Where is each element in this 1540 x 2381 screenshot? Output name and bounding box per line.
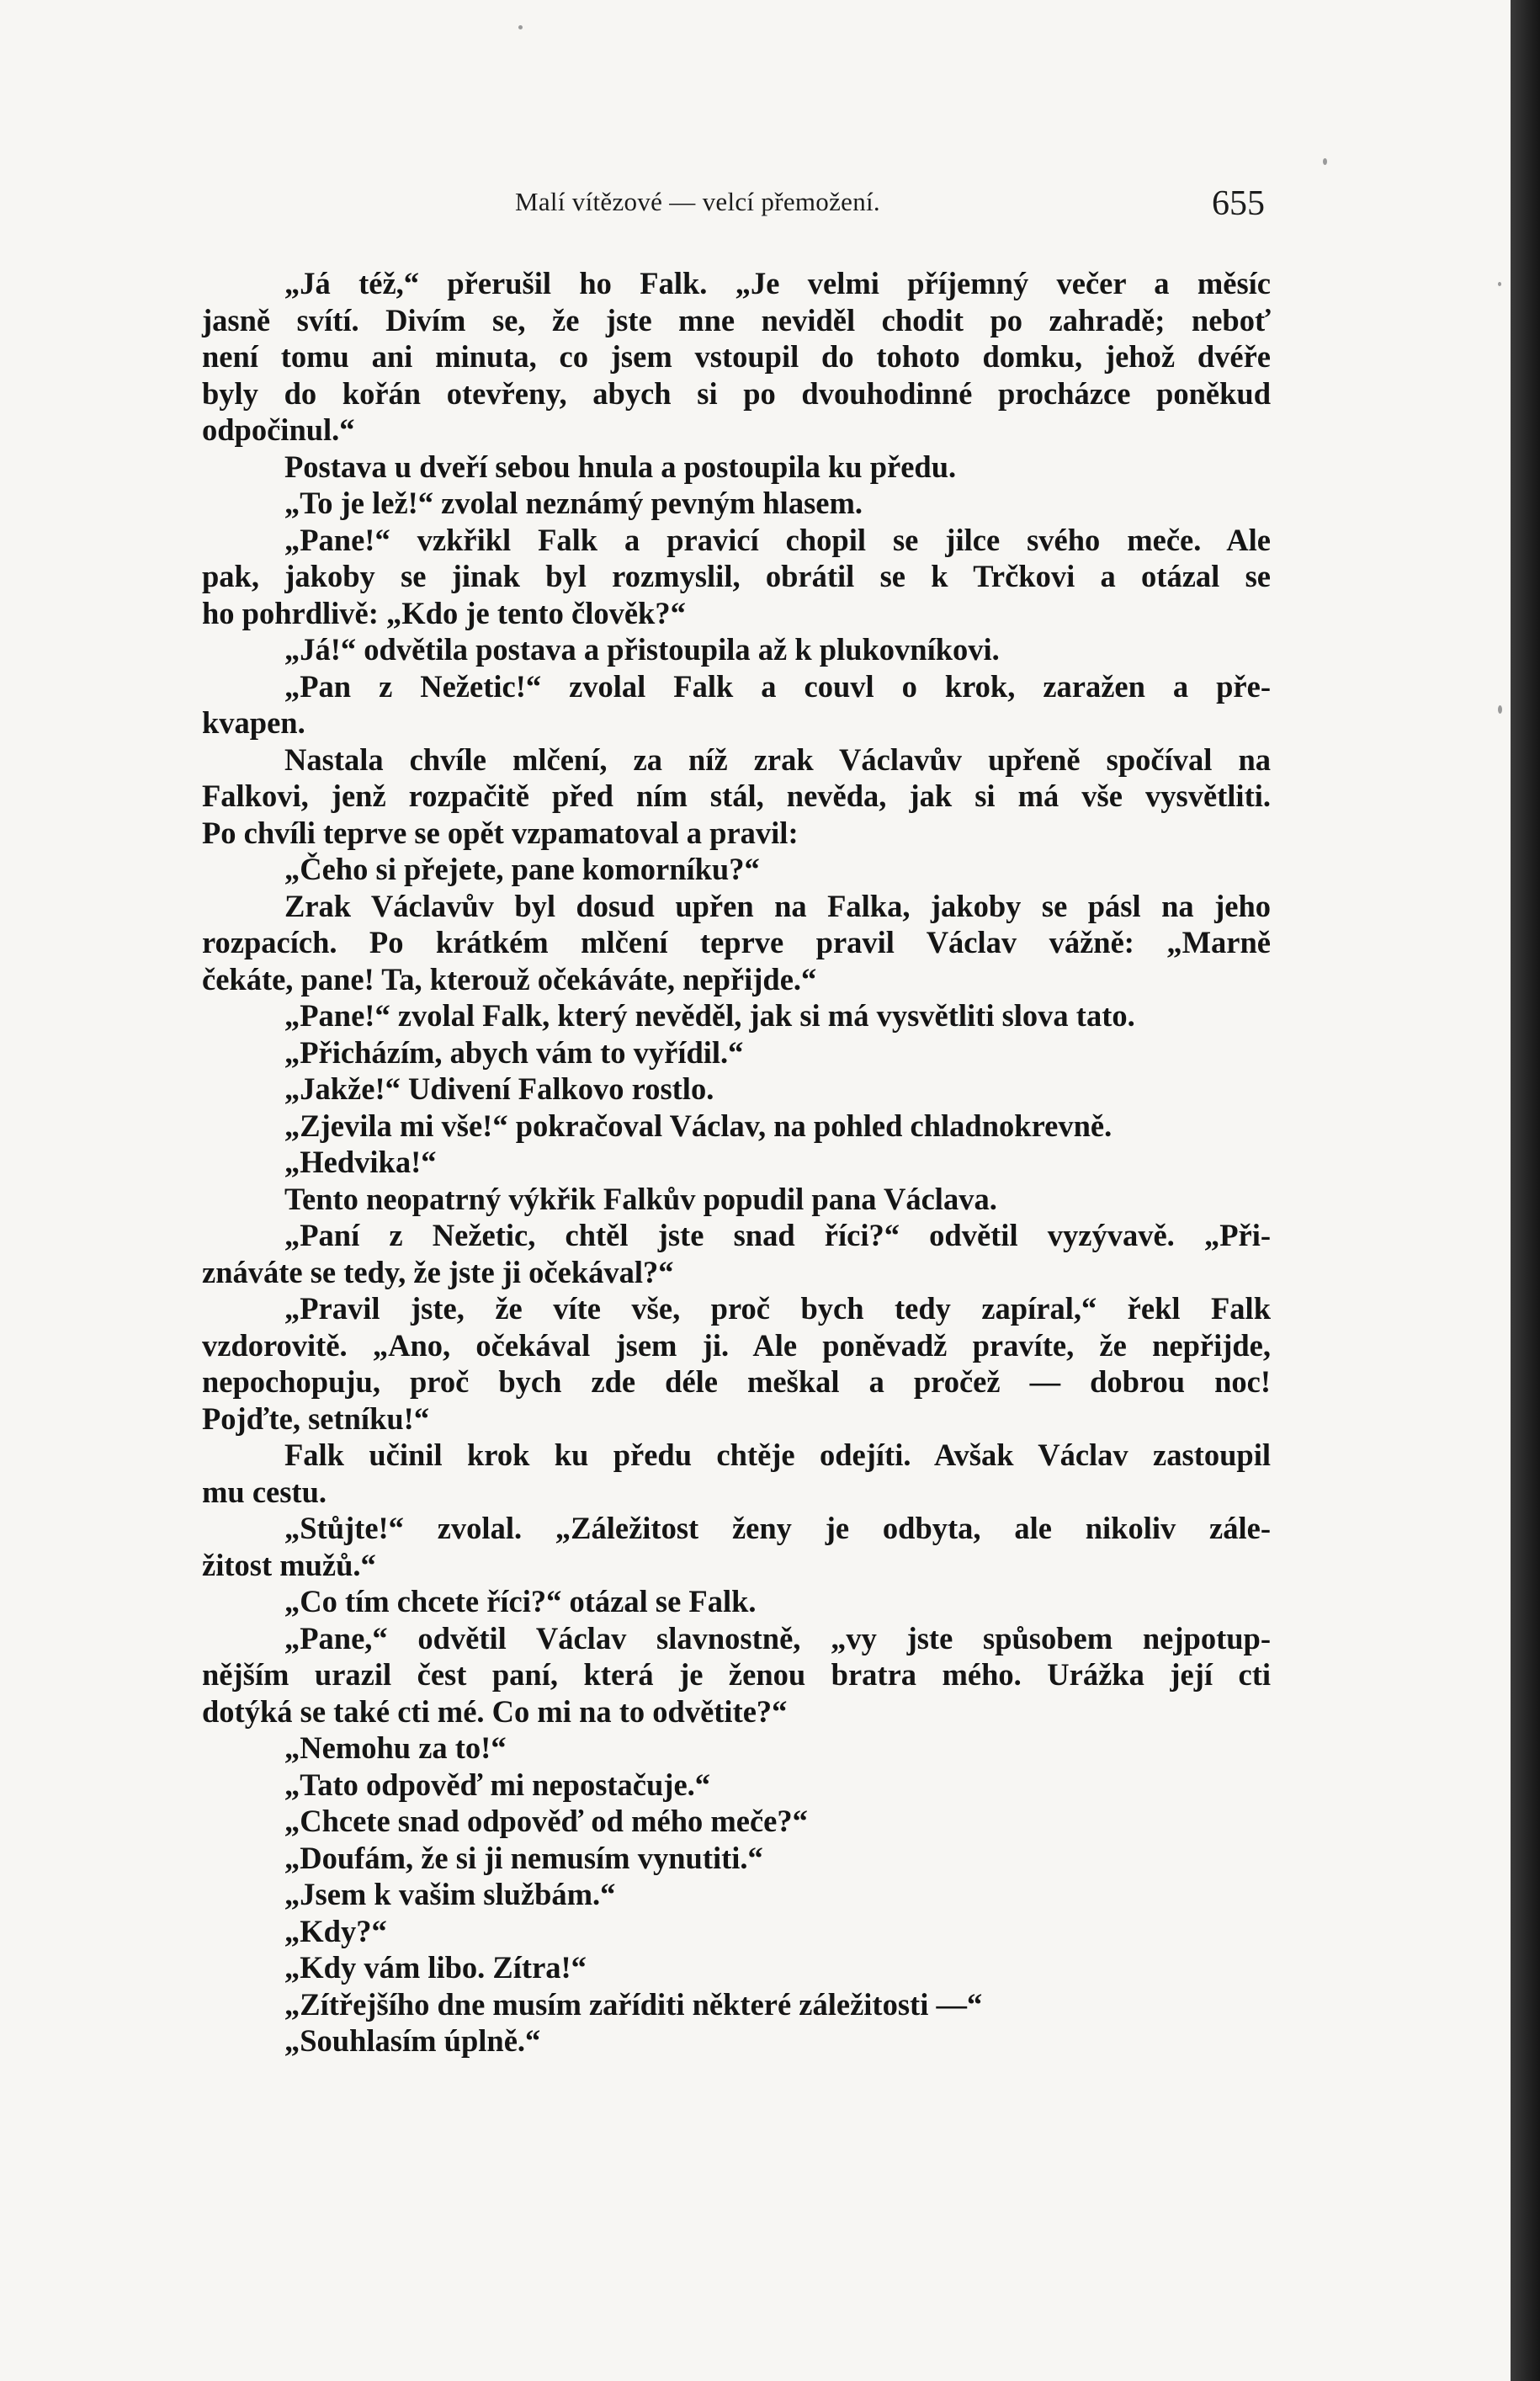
- text-line: ho pohrdlivě: „Kdo je tento člověk?“: [202, 595, 686, 630]
- text-line: „To je lež!“ zvolal neznámý pevným hlasem.: [284, 486, 863, 520]
- text-line: „Hedvika!“: [284, 1145, 437, 1179]
- text-line: „Co tím chcete říci?“ otázal se Falk.: [284, 1584, 757, 1618]
- text-line: „Chcete snad odpověď od mého meče?“: [284, 1804, 808, 1838]
- text-line: Falk učinil krok ku předu chtěje odejíti. Avšak Václav zastoupil: [284, 1438, 1271, 1472]
- text-line: vzdorovitě. „Ano, očekával jsem ji. Ale poněvadž pravíte, že nepřijde,: [202, 1327, 1271, 1363]
- running-title: Malí vítězové — velcí přemožení.: [515, 187, 880, 216]
- text-line: „Tato odpověď mi nepostačuje.“: [284, 1767, 711, 1802]
- text-line: dotýká se také cti mé. Co mi na to odvětite?“: [202, 1693, 788, 1729]
- paper-speck: [518, 25, 523, 29]
- text-line: „Kdy?“: [284, 1913, 387, 1948]
- text-line: „Pan z Nežetic!“ zvolal Falk a couvl o krok, zaražen a pře-: [284, 668, 1271, 704]
- text-line: „Jakže!“ Udivení Falkovo rostlo.: [284, 1071, 714, 1106]
- text-line: Tento neopatrný výkřik Falkův popudil pana Václava.: [284, 1181, 997, 1216]
- text-line: „Nemohu za to!“: [284, 1730, 507, 1765]
- text-line: „Paní z Nežetic, chtěl jste snad říci?“ odvětil vyzývavě. „Při-: [284, 1218, 1271, 1252]
- text-line: kvapen.: [202, 705, 305, 740]
- body-text: [202, 265, 1271, 2059]
- paper-speck: [1323, 158, 1327, 165]
- text-line: „Pane,“ odvětil Václav slavnostně, „vy jste spůsobem nejpotup-: [284, 1620, 1271, 1656]
- text-line: „Kdy vám libo. Zítra!“: [284, 1950, 587, 1985]
- text-line: „Pravil jste, že víte vše, proč bych tedy zapíral,“ řekl Falk: [284, 1291, 1271, 1326]
- text-line: „Já!“ odvětila postava a přistoupila až k plukovníkovi.: [284, 632, 1000, 667]
- text-line: mu cestu.: [202, 1474, 327, 1509]
- text-line: Postava u dveří sebou hnula a postoupila ku předu.: [284, 449, 957, 484]
- text-line: není tomu ani minuta, co jsem vstoupil do tohoto domku, jehož dvéře: [202, 339, 1271, 374]
- paper-speck: [1498, 705, 1502, 714]
- text-line: „Stůjte!“ zvolal. „Záležitost ženy je odbyta, ale nikoliv zále-: [284, 1511, 1271, 1545]
- text-line: „Pane!“ zvolal Falk, který nevěděl, jak si má vysvětliti slova tato.: [284, 998, 1135, 1033]
- text-line: rozpacích. Po krátkém mlčení teprve pravil Václav vážně: „Marně: [202, 925, 1271, 959]
- text-line: Nastala chvíle mlčení, za níž zrak Václavův upřeně spočíval na: [284, 741, 1271, 777]
- text-line: pak, jakoby se jinak byl rozmyslil, obrátil se k Trčkovi a otázal se: [202, 559, 1271, 593]
- text-line: jasně svítí. Divím se, že jste mne neviděl chodit po zahradě; neboť: [202, 302, 1271, 337]
- paper-speck: [1498, 282, 1501, 286]
- text-line: „Zítřejšího dne musím zaříditi některé záležitosti —“: [284, 1986, 983, 2022]
- text-line: žitost mužů.“: [202, 1547, 376, 1582]
- scan-edge: [1511, 0, 1540, 2381]
- text-line: čekáte, pane! Ta, kterouž očekáváte, nepřijde.“: [202, 961, 817, 997]
- text-line: Pojďte, setníku!“: [202, 1400, 430, 1436]
- text-line: nepochopuju, proč bych zde déle meškal a pročež — dobrou noc!: [202, 1364, 1271, 1399]
- text-line: „Jsem k vašim službám.“: [284, 1877, 616, 1911]
- page-number: 655: [1212, 184, 1265, 223]
- text-line: Zrak Václavův byl dosud upřen na Falka, jakoby se pásl na jeho: [284, 888, 1271, 923]
- text-line: „Zjevila mi vše!“ pokračoval Václav, na pohled chladnokrevně.: [284, 1108, 1113, 1143]
- text-line: „Souhlasím úplně.“: [284, 2023, 541, 2058]
- text-line: Po chvíli teprve se opět vzpamatoval a pravil:: [202, 815, 799, 850]
- text-line: znáváte se tedy, že jste ji očekával?“: [202, 1254, 674, 1289]
- text-line: „Čeho si přejete, pane komorníku?“: [284, 852, 760, 886]
- text-line: „Pane!“ vzkřikl Falk a pravicí chopil se jilce svého meče. Ale: [284, 522, 1271, 557]
- text-line: nějším urazil čest paní, která je ženou bratra mého. Urážka její cti: [202, 1657, 1271, 1692]
- text-line: byly do kořán otevřeny, abych si po dvouhodinné procházce poněkud: [202, 375, 1271, 411]
- text-line: Falkovi, jenž rozpačitě před ním stál, nevěda, jak si má vše vysvětliti.: [202, 779, 1271, 813]
- text-line: „Já též,“ přerušil ho Falk. „Je velmi příjemný večer a měsíc: [284, 266, 1271, 300]
- text-line: odpočinul.“: [202, 412, 355, 447]
- text-line: „Přicházím, abych vám to vyřídil.“: [284, 1034, 744, 1070]
- text-line: „Doufám, že si ji nemusím vynutiti.“: [284, 1840, 763, 1875]
